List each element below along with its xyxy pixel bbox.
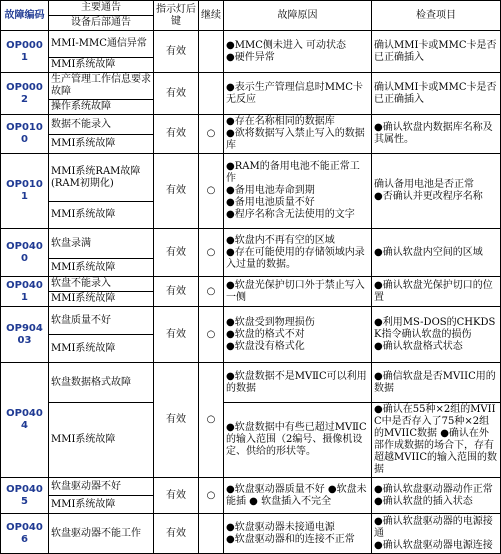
device-notice: 操作系统故障 (49, 100, 154, 115)
cause-line: ●MMC侧未进入 可动状态 (226, 39, 347, 51)
continue-mark: ○ (199, 307, 224, 363)
indicator-status: 有效 (154, 154, 199, 229)
check-line: ●确认在55种×2组的MVIIC中是否存入了75种×2组的MVIIC数据 ●确认在外部作成数据的场合下，存有超越MVIIC的输入范围的数据 (374, 404, 498, 475)
cause-line: ●软盘驱动器和的连接不正常 (226, 533, 355, 545)
fault-code: OP0002 (1, 73, 49, 115)
cause-line: ●软盘光保护切口外于禁止写入一侧 (226, 279, 365, 303)
cause-line: ●备用电池质量不好 (226, 197, 315, 208)
cause-cell (224, 403, 372, 478)
cause-cell (224, 478, 372, 514)
check-line: ●确信软盘是否MVIIC用的数据 (374, 370, 496, 394)
check-line: ●确认软盘的插入状态 (374, 495, 473, 507)
main-notice: 软盘驱动器不好 (49, 478, 154, 496)
main-notice: MMI系统RAM故障(RAM初期化) (49, 154, 154, 202)
main-notice: 软盘录满 (49, 229, 154, 259)
device-notice: MMI系统故障 (49, 135, 154, 154)
cause-line: ●软盘的格式不对 (226, 328, 305, 340)
cause-line: ●程序名称含无法使用的文字 (226, 209, 355, 220)
table-row (1, 73, 501, 100)
cause-line: ●表示生产管理信息时MMC卡无反应 (226, 81, 363, 105)
fault-code: OP0100 (1, 115, 49, 154)
check-line: 确认MMI卡或MMC卡是否已正确插入 (374, 81, 497, 105)
header-indicator: 指示灯后键 (154, 1, 199, 31)
device-notice: MMI系统故障 (49, 58, 154, 73)
header-check: 检查项目 (372, 1, 501, 31)
indicator-status: 有效 (154, 363, 199, 478)
check-cell (372, 478, 501, 514)
table-row (1, 277, 501, 292)
fault-code: OP0001 (1, 31, 49, 73)
indicator-status: 有效 (154, 229, 199, 277)
indicator-status: 有效 (154, 307, 199, 363)
cause-line: ●软盘驱动器未接通电源 (226, 521, 335, 533)
check-line: ●否确认并更改程序名称 (374, 191, 483, 202)
table-row (1, 514, 501, 554)
cause-cell (224, 73, 372, 115)
table-row (1, 403, 501, 478)
continue-mark: ○ (199, 154, 224, 229)
indicator-status: 有效 (154, 73, 199, 115)
check-cell (372, 154, 501, 229)
cause-line: ●硬件异常 (226, 51, 275, 63)
main-notice: 生产管理工作信息要求故障 (49, 73, 154, 100)
cause-line: ●备用电池寿命到期 (226, 185, 315, 196)
check-cell (372, 229, 501, 277)
fault-code: OP0406 (1, 514, 49, 554)
header-row-1 (1, 1, 501, 16)
continue-mark (199, 514, 224, 554)
indicator-status: 有效 (154, 277, 199, 307)
continue-mark: ○ (199, 363, 224, 478)
table-row (1, 478, 501, 496)
device-notice: MMI系统故障 (49, 403, 154, 478)
check-cell (372, 31, 501, 73)
cause-line: ●存在可能使用的存储领域内录入过量的数据。 (226, 246, 365, 270)
continue-mark: ○ (199, 229, 224, 277)
check-cell (372, 115, 501, 154)
fault-code: OP90403 (1, 307, 49, 363)
main-notice: 软盘不能录入 (49, 277, 154, 292)
cause-line: ●欲将数据写入禁止写入的数据库 (226, 128, 365, 151)
continue-mark (199, 73, 224, 115)
device-notice: MMI系统故障 (49, 496, 154, 514)
cause-cell (224, 115, 372, 154)
check-line: ●确认软盘驱动器电源连接 (374, 539, 493, 551)
indicator-status: 有效 (154, 115, 199, 154)
cause-line: ●软盘受到物理损伤 (226, 316, 315, 328)
header-code: 故障编码 (1, 1, 49, 31)
main-notice: 数据不能录入 (49, 115, 154, 135)
fault-code: OP0400 (1, 229, 49, 277)
device-notice: MMI系统故障 (49, 259, 154, 277)
main-notice: 软盘驱动器不能工作 (49, 514, 154, 554)
table-row (1, 229, 501, 259)
fault-code: OP0405 (1, 478, 49, 514)
device-notice: MMI系统故障 (49, 202, 154, 229)
continue-mark (199, 31, 224, 73)
table-row (1, 307, 501, 335)
table-row (1, 154, 501, 202)
check-cell (372, 363, 501, 403)
table-row (1, 115, 501, 135)
cause-cell (224, 31, 372, 73)
check-cell (372, 403, 501, 478)
cause-cell (224, 154, 372, 229)
fault-code: OP0401 (1, 277, 49, 307)
check-cell (372, 73, 501, 115)
cause-cell (224, 514, 372, 554)
main-notice: 软盘数据格式故障 (49, 363, 154, 403)
fault-code: OP0404 (1, 363, 49, 478)
device-notice: MMI系统故障 (49, 335, 154, 363)
cause-line: ●软盘驱动器质量不好 ●软盘未能插 ● 软盘插入不完全 (226, 483, 367, 507)
check-line: ●确认软盘光保护切口的位置 (374, 279, 493, 303)
check-cell (372, 514, 501, 554)
check-cell (372, 277, 501, 307)
indicator-status: 有效 (154, 31, 199, 73)
cause-line: ●软盘没有格式化 (226, 340, 305, 352)
main-notice: MMI-MMC通信异常 (49, 31, 154, 58)
header-continue: 继续 (199, 1, 224, 31)
cause-line: ●存在名称相同的数据库 (226, 116, 335, 127)
check-line: ●确认软盘内空间的区域 (374, 246, 483, 258)
cause-cell (224, 229, 372, 277)
continue-mark: ○ (199, 277, 224, 307)
check-line: 确认MMI卡或MMC卡是否已正确插入 (374, 39, 497, 63)
check-cell (372, 307, 501, 363)
table-row (1, 31, 501, 58)
check-line: ●确认软盘驱动器的电源接通 (374, 515, 493, 539)
check-line: ●确认软盘格式状态 (374, 340, 463, 352)
check-line: ●确认软盘驱动器动作正常 (374, 483, 493, 495)
check-line: 确认备用电池是否正常 (374, 179, 474, 190)
check-line: ●利用MS-DOS的CHKDSK指令确认软盘的损伤 (374, 316, 496, 340)
continue-mark: ○ (199, 478, 224, 514)
cause-cell (224, 307, 372, 363)
device-notice: MMI系统故障 (49, 292, 154, 307)
header-device-notice: 设备后部通告 (49, 16, 154, 31)
continue-mark: ○ (199, 115, 224, 154)
check-line: ●确认软盘内数据库名称及其属性。 (374, 122, 493, 145)
table-row (1, 363, 501, 403)
cause-cell (224, 277, 372, 307)
indicator-status: 有效 (154, 478, 199, 514)
cause-line: ●软盘数据中有些已超过MVⅡC的输入范围（2编号、摄像机设定、供给的形状等。 (226, 422, 367, 457)
header-main-notice: 主要通告 (49, 1, 154, 16)
header-cause: 故障原因 (224, 1, 372, 31)
main-notice: 软盘质量不好 (49, 307, 154, 335)
indicator-status: 有效 (154, 514, 199, 554)
fault-code: OP0101 (1, 154, 49, 229)
cause-line: ●软盘内不再有空的区域 (226, 234, 335, 246)
cause-cell (224, 363, 372, 403)
cause-line: ●RAM的备用电池不能正常工作 (226, 161, 360, 184)
cause-line: ●软盘数据不是MVⅡC可以利用的数据 (226, 370, 367, 394)
